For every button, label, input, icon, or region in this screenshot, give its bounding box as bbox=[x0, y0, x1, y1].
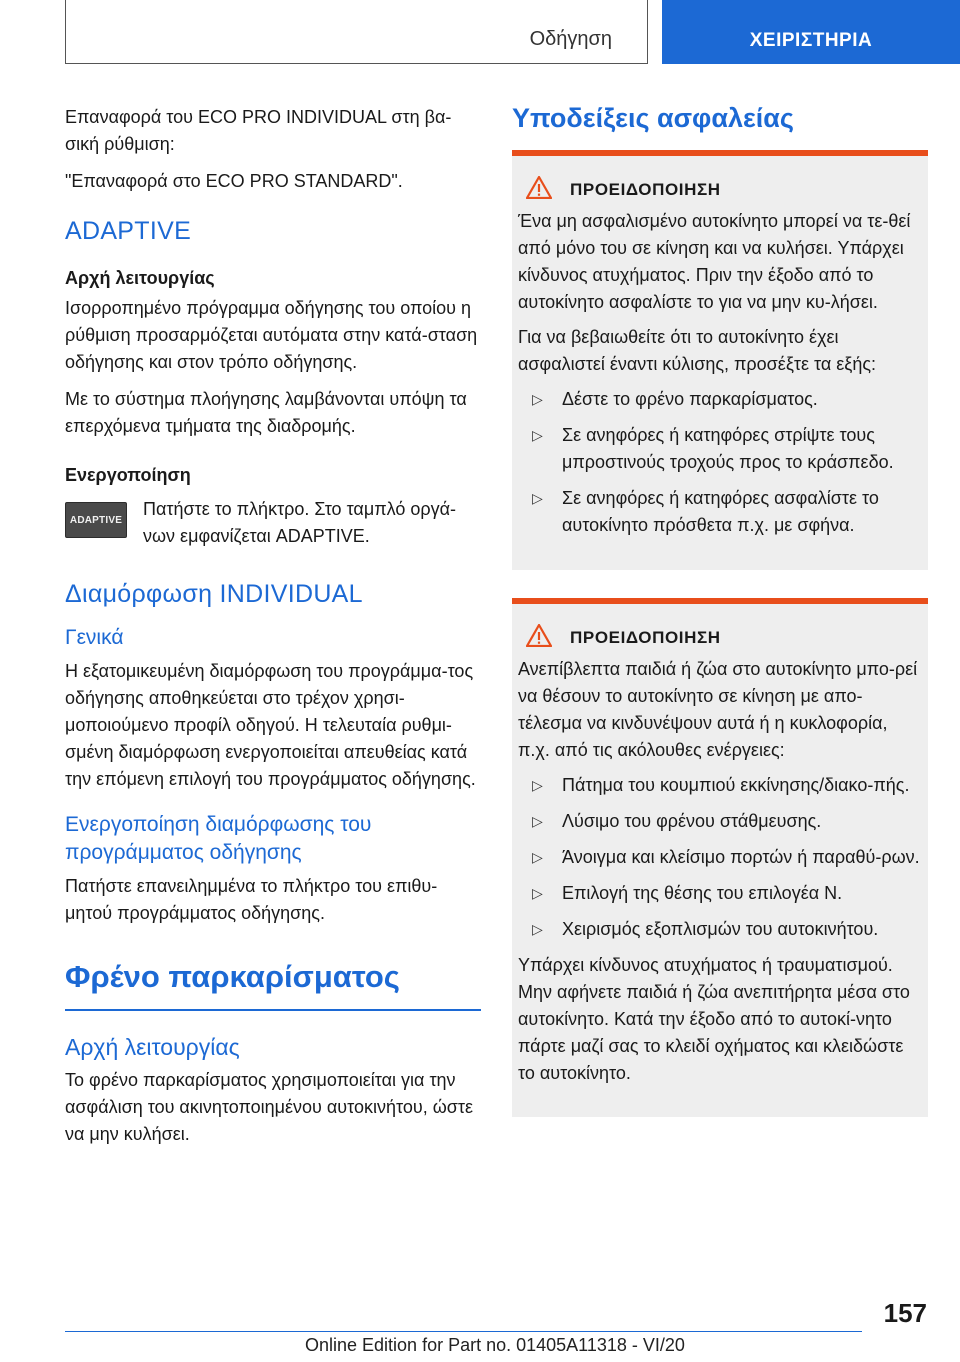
warning-1-paragraph-1: Ένα μη ασφαλισμένο αυτοκίνητο μπορεί να τε-θεί από μόνο του σε κίνηση και να κυλήσει. Υπάρχει κίνδυνος ατυχήματος. Πριν την έξοδο από το αυτοκίνητο ασφαλίστε το για να μην κυ-λήσει. bbox=[518, 211, 911, 312]
warning-triangle-icon bbox=[526, 176, 552, 204]
activate-config-text: Πατήστε επανειλημμένα το πλήκτρο του επιθυ-μητού προγράμματος οδήγησης. bbox=[65, 876, 438, 923]
general-text: Η εξατομικευμένη διαμόρφωση του προγράμμα-τος οδήγησης αποθηκεύεται στο τρέχον χρησι-μοποιούμενο προφίλ οδηγού. Η τελευταία ρυθμι-σμένη διαμόρφωση ενεργοποιείται απευθείας κατά την επόμενη επιλογή του προγράμματος οδήγησης. bbox=[65, 661, 476, 789]
triangle-right-icon: ▷ bbox=[532, 777, 543, 793]
activation-heading: Ενεργοποίηση bbox=[65, 465, 191, 485]
list-item: ▷ Άνοιγμα και κλείσιμο πορτών ή παραθύ-ρων. bbox=[518, 844, 920, 871]
header-section-title: Οδήγηση bbox=[529, 28, 612, 50]
list-item: ▷ Σε ανηφόρες ή κατηφόρες ασφαλίστε το αυτοκίνητο πρόσθετα π.χ. με σφήνα. bbox=[518, 485, 920, 539]
triangle-right-icon: ▷ bbox=[532, 885, 543, 901]
warning-triangle-icon bbox=[526, 624, 552, 652]
adaptive-button-icon: ADAPTIVE bbox=[65, 502, 127, 538]
parking-principle-text: Το φρένο παρκαρίσματος χρησιμοποιείται για την ασφάλιση του ακινητοποιημένου αυτοκινήτου, ώστε να μην κυλήσει. bbox=[65, 1070, 474, 1144]
warning-box-1 bbox=[512, 150, 928, 570]
principle-heading: Αρχή λειτουργίας bbox=[65, 268, 215, 288]
reset-action: "Επαναφορά στο ECO PRO STANDARD". bbox=[65, 171, 403, 191]
general-heading: Γενικά bbox=[65, 626, 124, 649]
triangle-right-icon: ▷ bbox=[532, 849, 543, 865]
warning-title-2: ΠΡΟΕΙΔΟΠΟΙΗΣΗ bbox=[570, 628, 721, 647]
triangle-right-icon: ▷ bbox=[532, 813, 543, 829]
triangle-right-icon: ▷ bbox=[532, 921, 543, 937]
warning-header-2 bbox=[526, 624, 920, 652]
list-item: ▷ Σε ανηφόρες ή κατηφόρες στρίψτε τους μπροστινούς τροχούς προς το κράσπεδο. bbox=[518, 422, 920, 476]
parking-principle-heading: Αρχή λειτουργίας bbox=[65, 1034, 240, 1060]
list-item: ▷ Χειρισμός εξοπλισμών του αυτοκινήτου. bbox=[518, 916, 920, 943]
warning-2-paragraph-1: Ανεπίβλεπτα παιδιά ή ζώα στο αυτοκίνητο μπο-ρεί να θέσουν το αυτοκίνητο σε κίνηση με απο-τέλεσμα να κινδυνέψουν αυτά ή η κυκλοφορία, π.χ. από τις ακόλουθες ενέργειες: bbox=[518, 659, 918, 760]
list-item: ▷ Δέστε το φρένο παρκαρίσματος. bbox=[518, 386, 920, 413]
warning-2-list bbox=[518, 772, 920, 943]
header-chapter-tab: ΧΕΙΡΙΣΤΗΡΙΑ bbox=[662, 0, 960, 64]
section-divider bbox=[65, 1009, 481, 1011]
warning-box-2 bbox=[512, 598, 928, 1117]
triangle-right-icon: ▷ bbox=[532, 490, 543, 506]
principle-paragraph-1: Ισορροπημένο πρόγραμμα οδήγησης του οποίου η ρύθμιση προσαρμόζεται αυτόματα στην κατά-σταση οδήγησης και στον τρόπο οδήγησης. bbox=[65, 298, 478, 372]
triangle-right-icon: ▷ bbox=[532, 427, 543, 443]
warning-1-list bbox=[518, 386, 920, 539]
list-item: ▷ Επιλογή της θέσης του επιλογέα N. bbox=[518, 880, 920, 907]
reset-text: Επαναφορά του ECO PRO INDIVIDUAL στη βα-σική ρύθμιση: bbox=[65, 107, 452, 154]
warning-header-1 bbox=[526, 176, 920, 204]
warning-title-1: ΠΡΟΕΙΔΟΠΟΙΗΣΗ bbox=[570, 180, 721, 199]
left-column bbox=[65, 104, 481, 1158]
warning-1-paragraph-2: Για να βεβαιωθείτε ότι το αυτοκίνητο έχει ασφαλιστεί έναντι κύλισης, προσέξτε τα εξής: bbox=[518, 327, 877, 374]
footer-rule bbox=[65, 1331, 862, 1332]
activate-config-heading: Ενεργοποίηση διαμόρφωσης του προγράμματος οδήγησης bbox=[65, 813, 372, 864]
footer-edition: Online Edition for Part no. 01405A11318 - VI/20 bbox=[305, 1335, 685, 1355]
list-item: ▷ Πάτημα του κουμπιού εκκίνησης/διακο-πής. bbox=[518, 772, 920, 799]
safety-heading: Υποδείξεις ασφαλείας bbox=[512, 103, 794, 133]
principle-paragraph-2: Με το σύστημα πλοήγησης λαμβάνονται υπόψη τα επερχόμενα τμήματα της διαδρομής. bbox=[65, 389, 467, 436]
adaptive-heading: ADAPTIVE bbox=[65, 217, 192, 245]
activation-text: Πατήστε το πλήκτρο. Στο ταμπλό οργά-νων εμφανίζεται ADAPTIVE. bbox=[143, 499, 457, 546]
triangle-right-icon: ▷ bbox=[532, 391, 543, 407]
list-item: ▷ Λύσιμο του φρένου στάθμευσης. bbox=[518, 808, 920, 835]
warning-2-paragraph-2: Υπάρχει κίνδυνος ατυχήματος ή τραυματισμού. Μην αφήνετε παιδιά ή ζώα ανεπιτήρητα μέσα στο αυτοκίνητο. Κατά την έξοδο από το αυτοκί-νητο πάρτε μαζί σας το κλειδί οχήματος και κλειδώστε το αυτοκίνητο. bbox=[518, 955, 910, 1083]
page-number: 157 bbox=[883, 1298, 927, 1328]
activation-row bbox=[65, 496, 481, 550]
right-column bbox=[512, 100, 928, 1145]
config-heading: Διαμόρφωση INDIVIDUAL bbox=[65, 580, 363, 608]
parking-brake-heading: Φρένο παρκαρίσματος bbox=[65, 959, 400, 994]
